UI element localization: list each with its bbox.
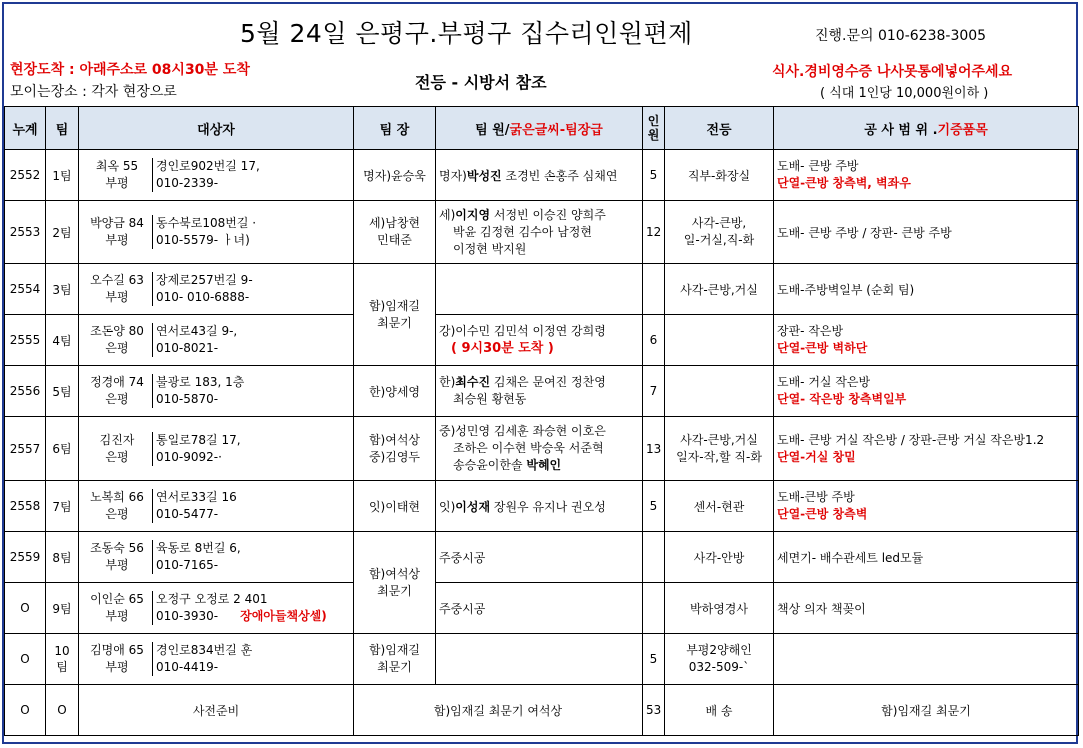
member-prefix: 잇)	[439, 499, 456, 514]
target-phone: 010-5477-	[156, 507, 219, 521]
cell-no: 2553	[5, 201, 46, 264]
cell-count	[643, 532, 665, 583]
cell-team: 6팀	[46, 417, 79, 481]
cell-no: 2552	[5, 150, 46, 201]
cell-scope	[774, 150, 1079, 201]
cell-leader	[354, 417, 436, 481]
cell-team: 1팀	[46, 150, 79, 201]
leader-line: 민태준	[377, 233, 412, 247]
lighting-note: 전등 - 시방서 참조	[415, 73, 547, 92]
member-prefix: 한)	[439, 375, 456, 389]
col-count: 인원	[643, 107, 665, 150]
leader-line: 최문기	[377, 660, 412, 674]
cell-members	[436, 264, 643, 315]
cell-members	[436, 417, 643, 481]
cell-members	[436, 150, 643, 201]
leader-line: 최문기	[377, 583, 412, 598]
target-phone: 010-4419-	[156, 660, 219, 674]
target-area: 부평	[105, 660, 129, 674]
scope-line: 도배-큰방 주방	[777, 490, 855, 504]
target-note: 장애아들책상셀)	[240, 609, 327, 623]
member-rest: 김채은 문여진 정찬영	[490, 375, 606, 389]
member-rest: 서정빈 이승진 양희주	[490, 207, 606, 222]
target-address: 육동로 8번길 6,	[156, 541, 241, 555]
target-address: 연서로33길 16	[156, 490, 237, 504]
table-row	[5, 532, 1079, 583]
cell-members	[436, 366, 643, 417]
target-phone: 010- 010-6888-	[156, 290, 250, 304]
target-address: 통일로78길 17,	[156, 432, 241, 447]
target-name: 이인순 65	[90, 592, 144, 606]
lighting-line: 032-509-`	[688, 660, 750, 674]
delivery-label: 배 송	[665, 685, 774, 736]
scope-insulation: 단열-큰방 벽하단	[777, 341, 868, 355]
target-phone: 010-8021-	[156, 341, 219, 355]
target-area: 부평	[105, 558, 129, 572]
cell-no: 2557	[5, 417, 46, 481]
target-address: 장제로257번길 9-	[156, 273, 253, 287]
cell-no: 2555	[5, 315, 46, 366]
arrival-notice: 현장도착 : 아래주소로 08시30분 도착	[10, 62, 250, 78]
cell-scope	[774, 366, 1079, 417]
cell-lighting: 직부-화장실	[665, 150, 774, 201]
member-prefix: 세)	[439, 207, 456, 222]
scope-insulation: 단열- 작은방 창측벽일부	[777, 392, 907, 406]
leader-line: 함)임재길	[368, 298, 421, 313]
target-name: 최옥 55	[95, 159, 139, 173]
table-row	[5, 634, 1079, 685]
lighting-line: 사각-큰방,거실	[680, 432, 758, 447]
target-area: 은평	[105, 449, 129, 464]
cell-leader	[354, 264, 436, 366]
member-line: 조하은 이수현 박승욱 서준혁	[453, 441, 604, 455]
col-members	[436, 107, 643, 150]
target-name: 노복희 66	[90, 490, 144, 504]
member-prefix: 명자)	[439, 168, 467, 183]
col-cumulative: 누계	[5, 107, 46, 150]
col-target: 대상자	[79, 107, 354, 150]
cell-members	[436, 481, 643, 532]
cell-team: 9팀	[46, 583, 79, 634]
cell-lighting	[665, 634, 774, 685]
cell-count: 5	[643, 481, 665, 532]
cell-target	[79, 532, 354, 583]
contact-info: 진행.문의 010-6238-3005	[815, 28, 987, 44]
table-header-row	[5, 107, 1079, 150]
member-lead: 최수진	[455, 375, 491, 389]
cell-leader: 한)양세영	[354, 366, 436, 417]
meal-limit: ( 식대 1인당 10,000원이하 )	[820, 86, 989, 101]
receipt-notice: 식사.경비영수증 나사못통에넣어주세요	[772, 64, 1013, 80]
target-area: 은평	[105, 392, 129, 406]
cell-team: 10팀	[46, 634, 79, 685]
member-lead: 이성재	[455, 499, 491, 514]
target-name: 조돈양 80	[90, 324, 144, 338]
target-area: 부평	[105, 233, 129, 247]
cell-scope: 도배-주방벽일부 (순회 팀)	[774, 264, 1079, 315]
cell-count: 12	[643, 201, 665, 264]
target-area: 부평	[105, 609, 129, 623]
leader-line: 함)여석상	[368, 432, 421, 447]
target-address: 오정구 오정로 2 401	[156, 592, 268, 606]
lighting-line: 일자-작,할 직-화	[676, 449, 762, 464]
cell-lighting: 사각-큰방,거실	[665, 264, 774, 315]
target-name: 김명애 65	[90, 643, 144, 657]
scope-line: 도배- 큰방 주방	[777, 159, 859, 173]
cell-target	[79, 366, 354, 417]
member-line: 이정현 박지원	[453, 241, 527, 256]
cell-target	[79, 634, 354, 685]
target-area: 부평	[105, 176, 129, 190]
member-line: 중)성민영 김세훈 좌승현 이호은	[439, 424, 606, 438]
target-phone: 010-3930-	[156, 609, 219, 623]
table-row	[5, 264, 1079, 315]
target-name: 조동숙 56	[90, 541, 144, 555]
cell-team: 2팀	[46, 201, 79, 264]
cell-lighting: 사각-안방	[665, 532, 774, 583]
table-row	[5, 150, 1079, 201]
cell-count: 13	[643, 417, 665, 481]
cell-target	[79, 201, 354, 264]
cell-team: 3팀	[46, 264, 79, 315]
table-row	[5, 201, 1079, 264]
cell-members: 주중시공	[436, 532, 643, 583]
table-row	[5, 417, 1079, 481]
leader-line: 함)여석상	[368, 566, 421, 581]
member-rest: 장원우 유지나 권오성	[490, 499, 606, 514]
col-scope-label: 공 사 범 위 .	[864, 122, 938, 138]
col-members-label: 팀 원/	[475, 122, 510, 138]
total-count: 53	[643, 685, 665, 736]
member-rest: 조경빈 손홍주 심채연	[501, 168, 618, 183]
cell-leader	[354, 634, 436, 685]
target-name: 정경애 74	[90, 375, 144, 389]
leader-line: 세)남창현	[368, 216, 421, 230]
target-phone: 010-5579- ㅏ녀)	[156, 233, 250, 247]
footer-row	[5, 685, 1079, 736]
late-arrival-note: ( 9시30분 도착 )	[451, 341, 554, 356]
cell-count	[643, 583, 665, 634]
target-address: 동수북로108번길 ·	[156, 216, 257, 230]
lighting-line: 사각-큰방,	[691, 216, 747, 230]
cell-lighting: 센서-현관	[665, 481, 774, 532]
cell-team: 8팀	[46, 532, 79, 583]
cell-target	[79, 315, 354, 366]
leader-line: 최문기	[377, 315, 412, 330]
cell-lighting	[665, 417, 774, 481]
cell-no: 2558	[5, 481, 46, 532]
cell-leader: 잇)이태현	[354, 481, 436, 532]
meeting-place: 모이는장소 : 각자 현장으로	[10, 84, 177, 100]
table-row	[5, 366, 1079, 417]
col-team: 팀	[46, 107, 79, 150]
member-line: 송승윤이한솔	[453, 458, 527, 472]
cell-target	[79, 417, 354, 481]
cell-no: 2554	[5, 264, 46, 315]
scope-line: 도배- 큰방 거실 작은방 / 장판-큰방 거실 작은방1.2	[777, 432, 1045, 447]
target-name: 오수길 63	[90, 273, 144, 287]
document-header	[0, 0, 1083, 106]
target-name: 박양금 84	[90, 216, 144, 230]
cell-target	[79, 150, 354, 201]
cell-leader	[354, 532, 436, 634]
cell-scope	[774, 481, 1079, 532]
col-scope-note: 기증품목	[937, 122, 988, 138]
target-phone: 010-2339-	[156, 176, 219, 190]
cell-members	[436, 315, 643, 366]
target-area: 부평	[105, 290, 129, 304]
cell-lighting	[665, 366, 774, 417]
cell-team: 5팀	[46, 366, 79, 417]
cell-lighting	[665, 201, 774, 264]
member-lead: 박혜인	[526, 458, 562, 472]
target-address: 연서로43길 9-,	[156, 324, 238, 338]
table-row	[5, 315, 1079, 366]
cell-leader	[354, 201, 436, 264]
cell-count: 7	[643, 366, 665, 417]
target-area: 은평	[105, 507, 129, 521]
col-members-note: 굵은글씨-팀장급	[509, 122, 603, 138]
page-title: 5월 24일 은평구.부평구 집수리인원편제	[240, 19, 693, 48]
table-row	[5, 583, 1079, 634]
cell-scope	[774, 315, 1079, 366]
leader-line: 함)임재길	[368, 643, 421, 657]
cell-lighting	[665, 315, 774, 366]
scope-insulation: 단열-거실 창밑	[777, 449, 856, 464]
prep-staff: 함)임재길 최문기 여석상	[354, 685, 643, 736]
cell-scope: 도배- 큰방 주방 / 장판- 큰방 주방	[774, 201, 1079, 264]
delivery-staff: 함)임재길 최문기	[774, 685, 1079, 736]
lighting-line: 부평2양해인	[686, 643, 752, 657]
target-address: 경인로834번길 훈	[156, 643, 253, 657]
cell-members: 주중시공	[436, 583, 643, 634]
scope-line: 장판- 작은방	[777, 324, 844, 338]
assignment-table	[4, 106, 1079, 736]
leader-line: 중)김영두	[368, 449, 421, 464]
target-phone: 010-9092-·	[156, 449, 222, 464]
prep-label: 사전준비	[79, 685, 354, 736]
cell-no: 2556	[5, 366, 46, 417]
scope-insulation: 단열-큰방 창측벽	[777, 507, 868, 521]
cell-no: O	[5, 634, 46, 685]
cell-target	[79, 481, 354, 532]
cell-scope	[774, 634, 1079, 685]
target-name: 김진자	[99, 432, 135, 447]
cell-count: 5	[643, 634, 665, 685]
scope-line: 도배- 거실 작은방	[777, 375, 871, 389]
cell-team: 4팀	[46, 315, 79, 366]
lighting-line: 일-거실,직-화	[683, 233, 755, 247]
cell-team: O	[46, 685, 79, 736]
cell-team: 7팀	[46, 481, 79, 532]
target-address: 경인로902번길 17,	[156, 159, 260, 173]
col-lighting: 전등	[665, 107, 774, 150]
target-address: 불광로 183, 1층	[156, 375, 245, 389]
target-phone: 010-5870-	[156, 392, 219, 406]
cell-scope: 책상 의자 책꽂이	[774, 583, 1079, 634]
scope-insulation: 단열-큰방 창측벽, 벽좌우	[777, 176, 911, 190]
cell-no: 2559	[5, 532, 46, 583]
cell-members	[436, 201, 643, 264]
member-lead: 이지영	[455, 207, 491, 222]
cell-scope	[774, 417, 1079, 481]
cell-scope: 세면기- 배수관세트 led모듈	[774, 532, 1079, 583]
cell-no: O	[5, 685, 46, 736]
cell-target	[79, 583, 354, 634]
cell-lighting: 박하영경사	[665, 583, 774, 634]
target-phone: 010-7165-	[156, 558, 219, 572]
table-row	[5, 481, 1079, 532]
cell-target	[79, 264, 354, 315]
member-line: 박윤 김정현 김수아 남정현	[453, 224, 592, 239]
cell-count	[643, 264, 665, 315]
col-scope	[774, 107, 1079, 150]
member-lead: 박성진	[466, 168, 502, 183]
member-line: 강)이수민 김민석 이정연 강희령	[439, 324, 606, 338]
cell-members	[436, 634, 643, 685]
member-line: 최승원 황현동	[453, 392, 527, 406]
target-area: 은평	[105, 341, 129, 355]
cell-leader: 명자)윤승욱	[354, 150, 436, 201]
col-leader: 팀 장	[354, 107, 436, 150]
cell-no: O	[5, 583, 46, 634]
cell-count: 5	[643, 150, 665, 201]
cell-count: 6	[643, 315, 665, 366]
